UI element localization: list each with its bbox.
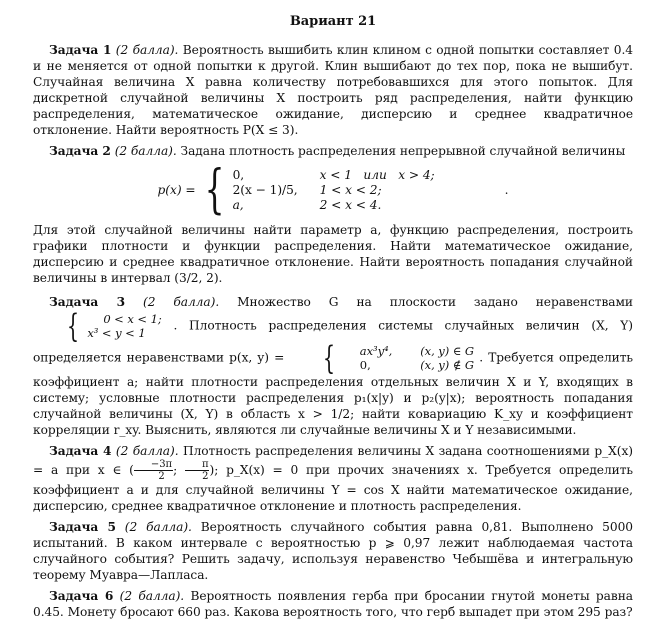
task-4-text-a: Плотность распределения величины X задана соотношениями p_X(x) = a при x ∈ ( bbox=[33, 444, 634, 477]
formula-lhs: p(x) = bbox=[157, 183, 196, 197]
case-2-cond: 1 < x < 2; bbox=[319, 182, 382, 197]
density-row-1-cond: (x, y) ∈ G bbox=[420, 344, 474, 358]
region-brace: { bbox=[66, 307, 80, 345]
task-1-text: Вероятность вышибить клин клином с одной попытки составляет 0.4 и не меняется от одной попытки к другой. Клин вышибают до тех пор, пока не вышибут. Случайная величина X равна количеству потребовавшихся для этого попыток. Для дискретной случайной величины X построить ряд распределения, найти функцию распределения, математическое ожидание, дисперсию и среднее квадратичное отклонение. Найти вероятность P(X ≤ 3). bbox=[33, 43, 633, 137]
task-5-label: Задача 5 bbox=[49, 520, 116, 534]
task-3-points: (2 балла). bbox=[142, 295, 220, 309]
variant-title: Вариант 21 bbox=[289, 14, 377, 29]
task-2-points: (2 балла). bbox=[114, 144, 177, 158]
left-brace: { bbox=[204, 160, 224, 220]
task-6-label: Задача 6 bbox=[49, 589, 114, 603]
joint-density-system bbox=[289, 339, 474, 377]
case-1-expr: 0, bbox=[232, 167, 245, 182]
task-6-points: (2 балла). bbox=[119, 589, 185, 603]
task-1-label: Задача 1 bbox=[49, 43, 112, 57]
formula-end: . bbox=[504, 183, 509, 197]
frac2-numerator: π bbox=[185, 459, 210, 471]
interval-separator: ; bbox=[173, 463, 185, 477]
task-6-text: Вероятность появления герба при бросании гнутой монеты равна 0.45. Монету бросают 660 раз. Какова вероятность того, что герб выпадет при этом 295 раз? bbox=[33, 589, 633, 619]
density-row-2-expr: 0, bbox=[359, 358, 371, 372]
frac1-numerator: −3π bbox=[134, 459, 173, 471]
task-2-continued bbox=[33, 222, 633, 286]
task-5 bbox=[33, 519, 633, 583]
density-brace: { bbox=[323, 339, 336, 377]
density-row-1-expr: ax³y⁴, bbox=[359, 344, 393, 358]
assignment-page bbox=[33, 14, 633, 625]
region-row-1: 0 < x < 1; bbox=[103, 312, 162, 326]
task-4-text-b: ); p_X(x) = 0 при прочих значениях x. Требуется определить коэффициент a и для случайной величины Y = cos X найти математическое ожидание, дисперсию, среднее квадратичное отклонение и плотность распределения. bbox=[33, 463, 633, 513]
task-5-points: (2 балла). bbox=[124, 520, 192, 534]
task-2-text: Задана плотность распределения непрерывной случайной величины bbox=[180, 144, 626, 158]
formula-cases bbox=[233, 168, 435, 213]
task-1-points: (2 балла). bbox=[115, 43, 179, 57]
region-row-2: x³ < y < 1 bbox=[87, 326, 146, 340]
fraction-lower-bound bbox=[134, 459, 173, 482]
task-3-text-a: Множество G на плоскости задано неравенствами bbox=[237, 295, 633, 309]
frac2-denominator: 2 bbox=[202, 471, 209, 482]
fraction-upper-bound bbox=[185, 459, 210, 482]
task-1 bbox=[33, 42, 633, 138]
task-3-label: Задача 3 bbox=[49, 295, 125, 309]
task-3 bbox=[33, 294, 633, 438]
frac1-denominator: 2 bbox=[158, 471, 165, 482]
case-1-cond: x < 1 или x > 4; bbox=[319, 167, 435, 182]
task-2-text-after: Для этой случайной величины найти параметр a, функцию распределения, построить графики плотности и функции распределения. Найти математическое ожидание, дисперсию и среднее квадратичное отклонение. Найти вероятность попадания случайной величины в интервал (3/2, 2). bbox=[33, 223, 633, 285]
task-3-text-b: . Плотность распределения системы случайных величин (X, Y) определяется неравенствами p(x, y) = bbox=[33, 318, 634, 365]
case-3-expr: a, bbox=[232, 197, 244, 212]
density-row-2-cond: (x, y) ∉ G bbox=[420, 358, 474, 372]
task-5-text: Вероятность случайного события равна 0,81. Выполнено 5000 испытаний. В каком интервале с вероятностью p ⩾ 0,97 лежит наблюдаемая частота случайного события? Решить задачу, используя неравенство Чебышёва и интегральную теорему Муавра—Лапласа. bbox=[33, 520, 633, 582]
task-4 bbox=[33, 443, 633, 514]
task-3-text-c: . Требуется определить коэффициент a; найти плотности распределения отдельных величин X и Y, входящих в систему; условные плотности распределения p₁(x|y) и p₂(y|x); вероятность попадания случайной величины (X, Y) в область x > 1/2; найти ковариацию K_xy и коэффициент корреляции r_xy. Выяснить, являются ли случайные величины X и Y независимыми. bbox=[33, 350, 633, 437]
task-2 bbox=[33, 143, 633, 159]
task-4-label: Задача 4 bbox=[49, 444, 112, 458]
task-4-points: (2 балла). bbox=[115, 444, 179, 458]
case-2-expr: 2(x − 1)/5, bbox=[232, 182, 298, 197]
task-2-density-formula bbox=[33, 160, 633, 220]
case-3-cond: 2 < x < 4. bbox=[319, 197, 382, 212]
task-2-label: Задача 2 bbox=[49, 144, 111, 158]
task-6 bbox=[33, 588, 633, 620]
region-system bbox=[33, 307, 162, 345]
